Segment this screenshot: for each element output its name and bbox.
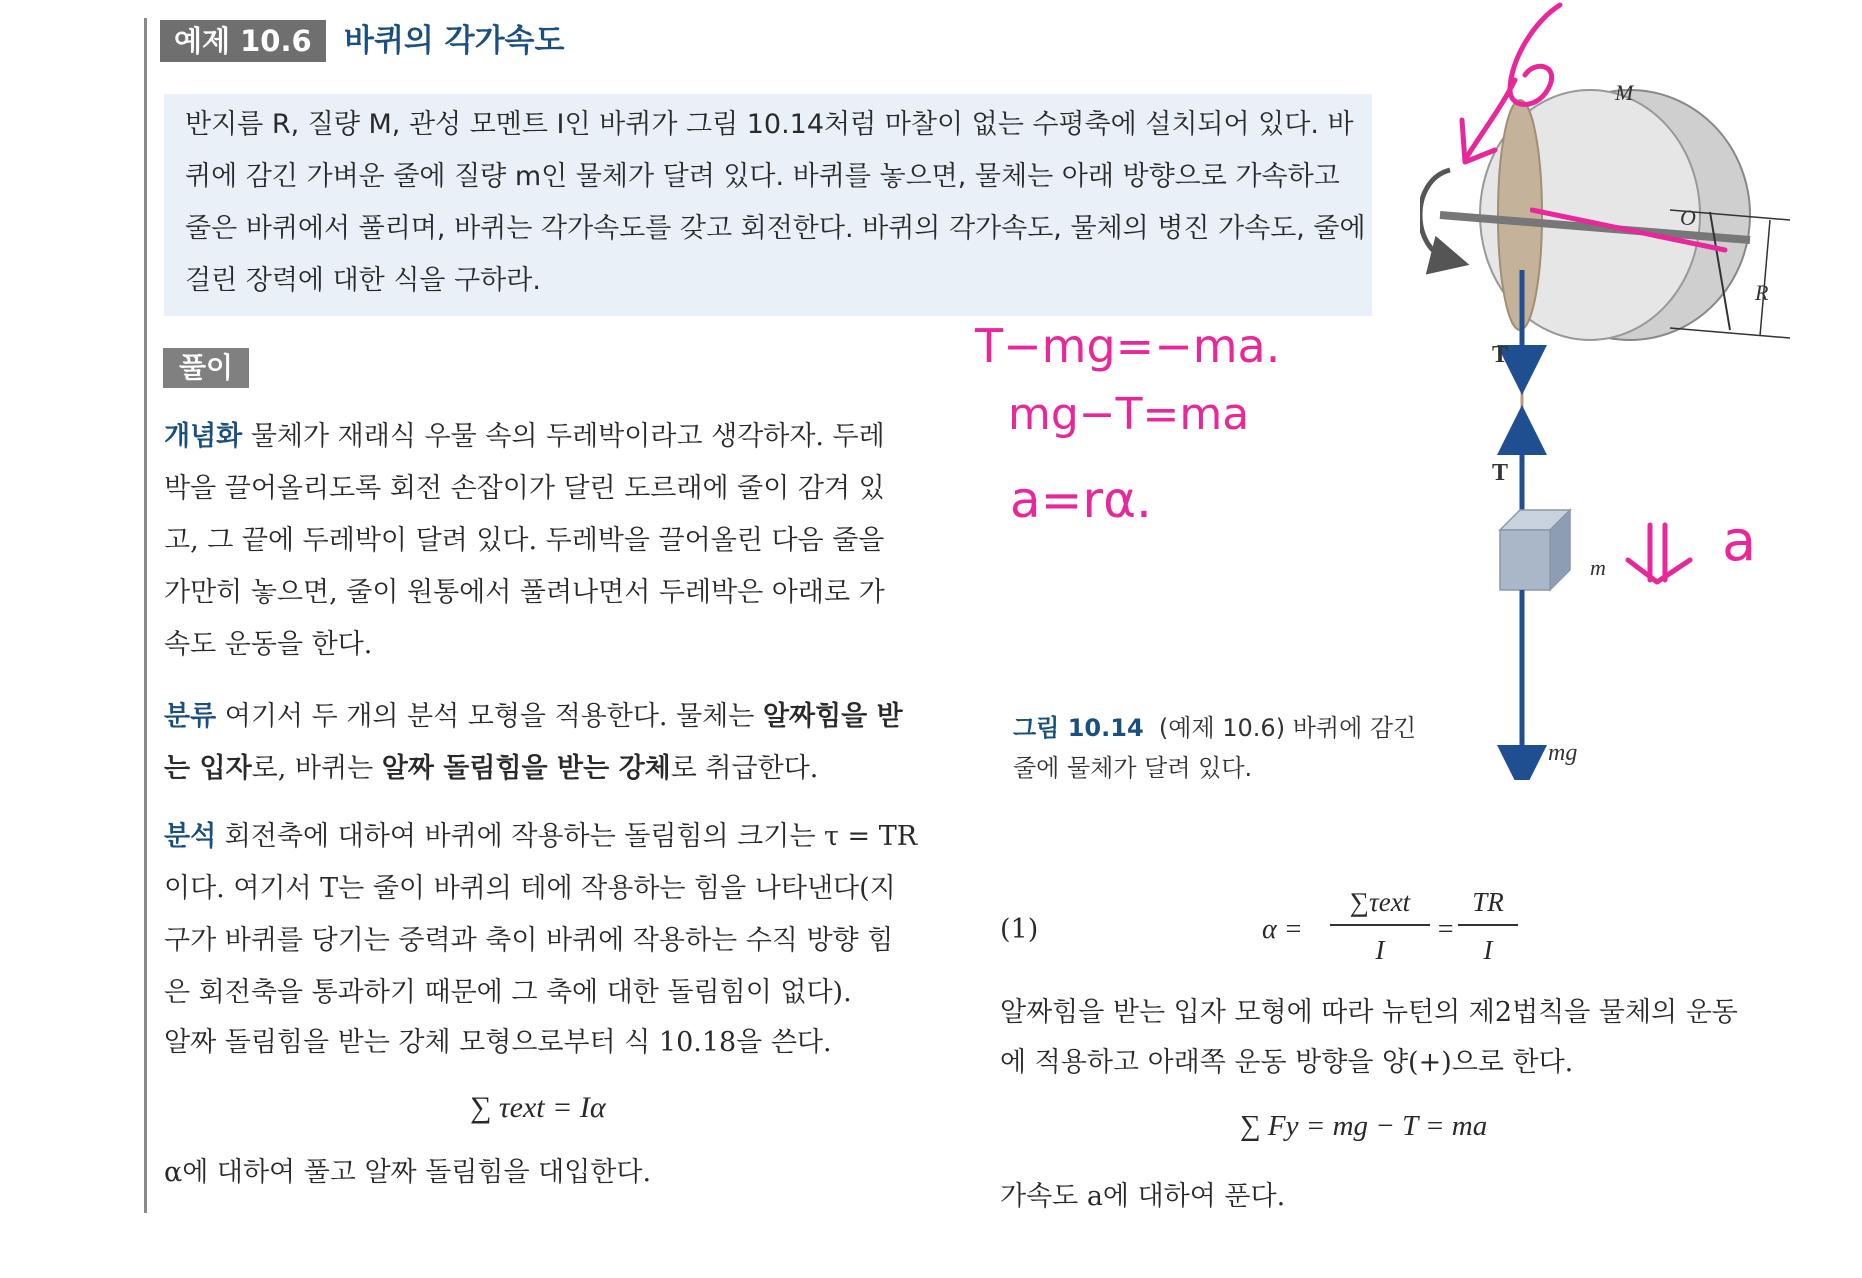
example-number-tag: 예제 10.6	[160, 20, 326, 62]
force-equation: ∑ Fy = mg − T = ma	[1240, 1110, 1488, 1142]
problem-line-3: 줄은 바퀴에서 풀리며, 바퀴는 각가속도를 갖고 회전한다. 바퀴의 각가속도, 물체의 병진 가속도, 줄에	[185, 213, 1366, 244]
categorize-text-1a: 여기서 두 개의 분석 모형을 적용한다. 물체는	[224, 701, 763, 732]
categorize-text-2c: 알짜 돌림힘을 받는 강체	[381, 753, 671, 784]
equation-numerator-1: ∑τext	[1349, 887, 1411, 917]
example-title: 바퀴의 각가속도	[344, 23, 565, 59]
categorize-text-2a: 는 입자	[164, 753, 252, 784]
categorize-text-1b: 알짜힘을 받	[762, 701, 903, 732]
equation-alpha-lhs: α =	[1262, 914, 1303, 945]
right-text-line-1: 알짜힘을 받는 입자 모형에 따라 뉴턴의 제2법칙을 물체의 운동	[1000, 997, 1738, 1028]
equation-equals: =	[1436, 914, 1455, 945]
problem-line-1: 반지름 R, 질량 M, 관성 모멘트 I인 바퀴가 그림 10.14처럼 마찰이 없는 수평축에 설치되어 있다. 바	[185, 109, 1354, 140]
equation-denominator-1: I	[1375, 935, 1385, 965]
handwritten-down-arrow-icon	[1620, 520, 1700, 590]
problem-line-2: 퀴에 감긴 가벼운 줄에 질량 m인 물체가 달려 있다. 바퀴를 놓으면, 물체는 아래 방향으로 가속하고	[185, 161, 1340, 192]
handwritten-axle-line	[1530, 200, 1730, 260]
conceptualize-line-2: 박을 끌어올리도록 회전 손잡이가 달린 도르래에 줄이 감겨 있	[164, 473, 885, 504]
fraction-bar-2	[1458, 924, 1518, 926]
analyze-line-4: 은 회전축을 통과하기 때문에 그 축에 대한 돌림힘이 없다).	[164, 977, 852, 1008]
radius-dimension	[1760, 220, 1770, 336]
label-R: R	[1755, 280, 1769, 305]
label-T-lower: T	[1492, 460, 1509, 486]
solution-tag: 풀이	[163, 348, 249, 388]
fraction-bar-1	[1330, 924, 1430, 926]
analyze-line-2: 이다. 여기서 T는 줄이 바퀴의 테에 작용하는 힘을 나타낸다(지	[164, 873, 896, 904]
handwritten-accel-label: a	[1722, 509, 1757, 574]
categorize-line-1	[164, 700, 903, 734]
categorize-label: 분류	[164, 701, 217, 732]
label-T-upper: T	[1492, 342, 1509, 368]
figure-caption-text-1: (예제 10.6) 바퀴에 감긴	[1158, 714, 1417, 742]
conceptualize-label: 개념화	[164, 421, 243, 452]
conceptualize-line-4: 가만히 놓으면, 줄이 원통에서 풀려나면서 두레박은 아래로 가	[164, 577, 885, 608]
conceptualize-line-1	[164, 420, 885, 454]
analyze-after-equation: α에 대하여 풀고 알짜 돌림힘을 대입한다.	[164, 1157, 652, 1188]
label-m: m	[1590, 555, 1606, 580]
categorize-text-2d: 로 취급한다.	[670, 753, 819, 784]
handwritten-rotation-arrow-icon	[1440, 0, 1660, 190]
handwritten-equation-3: a=rα.	[1010, 471, 1152, 529]
equation-numerator-2: TR	[1472, 887, 1504, 917]
right-text-line-2: 에 적용하고 아래쪽 운동 방향을 양(+)으로 한다.	[1000, 1047, 1574, 1078]
right-final-line: 가속도 a에 대하여 푼다.	[1000, 1181, 1286, 1212]
figure-caption-line-2: 줄에 물체가 달려 있다.	[1013, 754, 1253, 782]
figure-caption-label: 그림 10.14	[1013, 714, 1144, 742]
figure-caption-line-1	[1013, 712, 1416, 744]
block-front	[1500, 530, 1550, 590]
analyze-line-1	[164, 820, 917, 854]
conceptualize-line-3: 고, 그 끝에 두레박이 달려 있다. 두레박을 끌어올린 다음 줄을	[164, 525, 885, 556]
analyze-text-1: 회전축에 대하여 바퀴에 작용하는 돌림힘의 크기는 τ = TR	[224, 821, 918, 852]
equation-denominator-2: I	[1483, 935, 1493, 965]
conceptualize-text-1: 물체가 재래식 우물 속의 두레박이라고 생각하자. 두레	[250, 421, 885, 452]
label-mg: mg	[1548, 740, 1578, 766]
label-M: M	[1615, 80, 1634, 105]
analyze-line-3: 구가 바퀴를 당기는 중력과 축이 바퀴에 작용하는 수직 방향 힘	[164, 925, 894, 956]
label-O: O	[1680, 205, 1696, 230]
problem-line-4: 걸린 장력에 대한 식을 구하라.	[185, 265, 541, 296]
equation-number: (1)	[1000, 914, 1039, 945]
categorize-line-2	[164, 752, 818, 786]
analyze-label: 분석	[164, 821, 217, 852]
handwritten-equation-2: mg−T=ma	[1008, 389, 1250, 440]
handwritten-equation-1: T−mg=−ma.	[975, 319, 1281, 373]
analyze-line-5: 알짜 돌림힘을 받는 강체 모형으로부터 식 10.18을 쓴다.	[164, 1027, 832, 1058]
categorize-text-2b: 로, 바퀴는	[251, 753, 382, 784]
left-margin-rule	[144, 18, 147, 1213]
torque-equation: ∑ τext = Iα	[470, 1091, 606, 1124]
conceptualize-line-5: 속도 운동을 한다.	[164, 629, 373, 660]
